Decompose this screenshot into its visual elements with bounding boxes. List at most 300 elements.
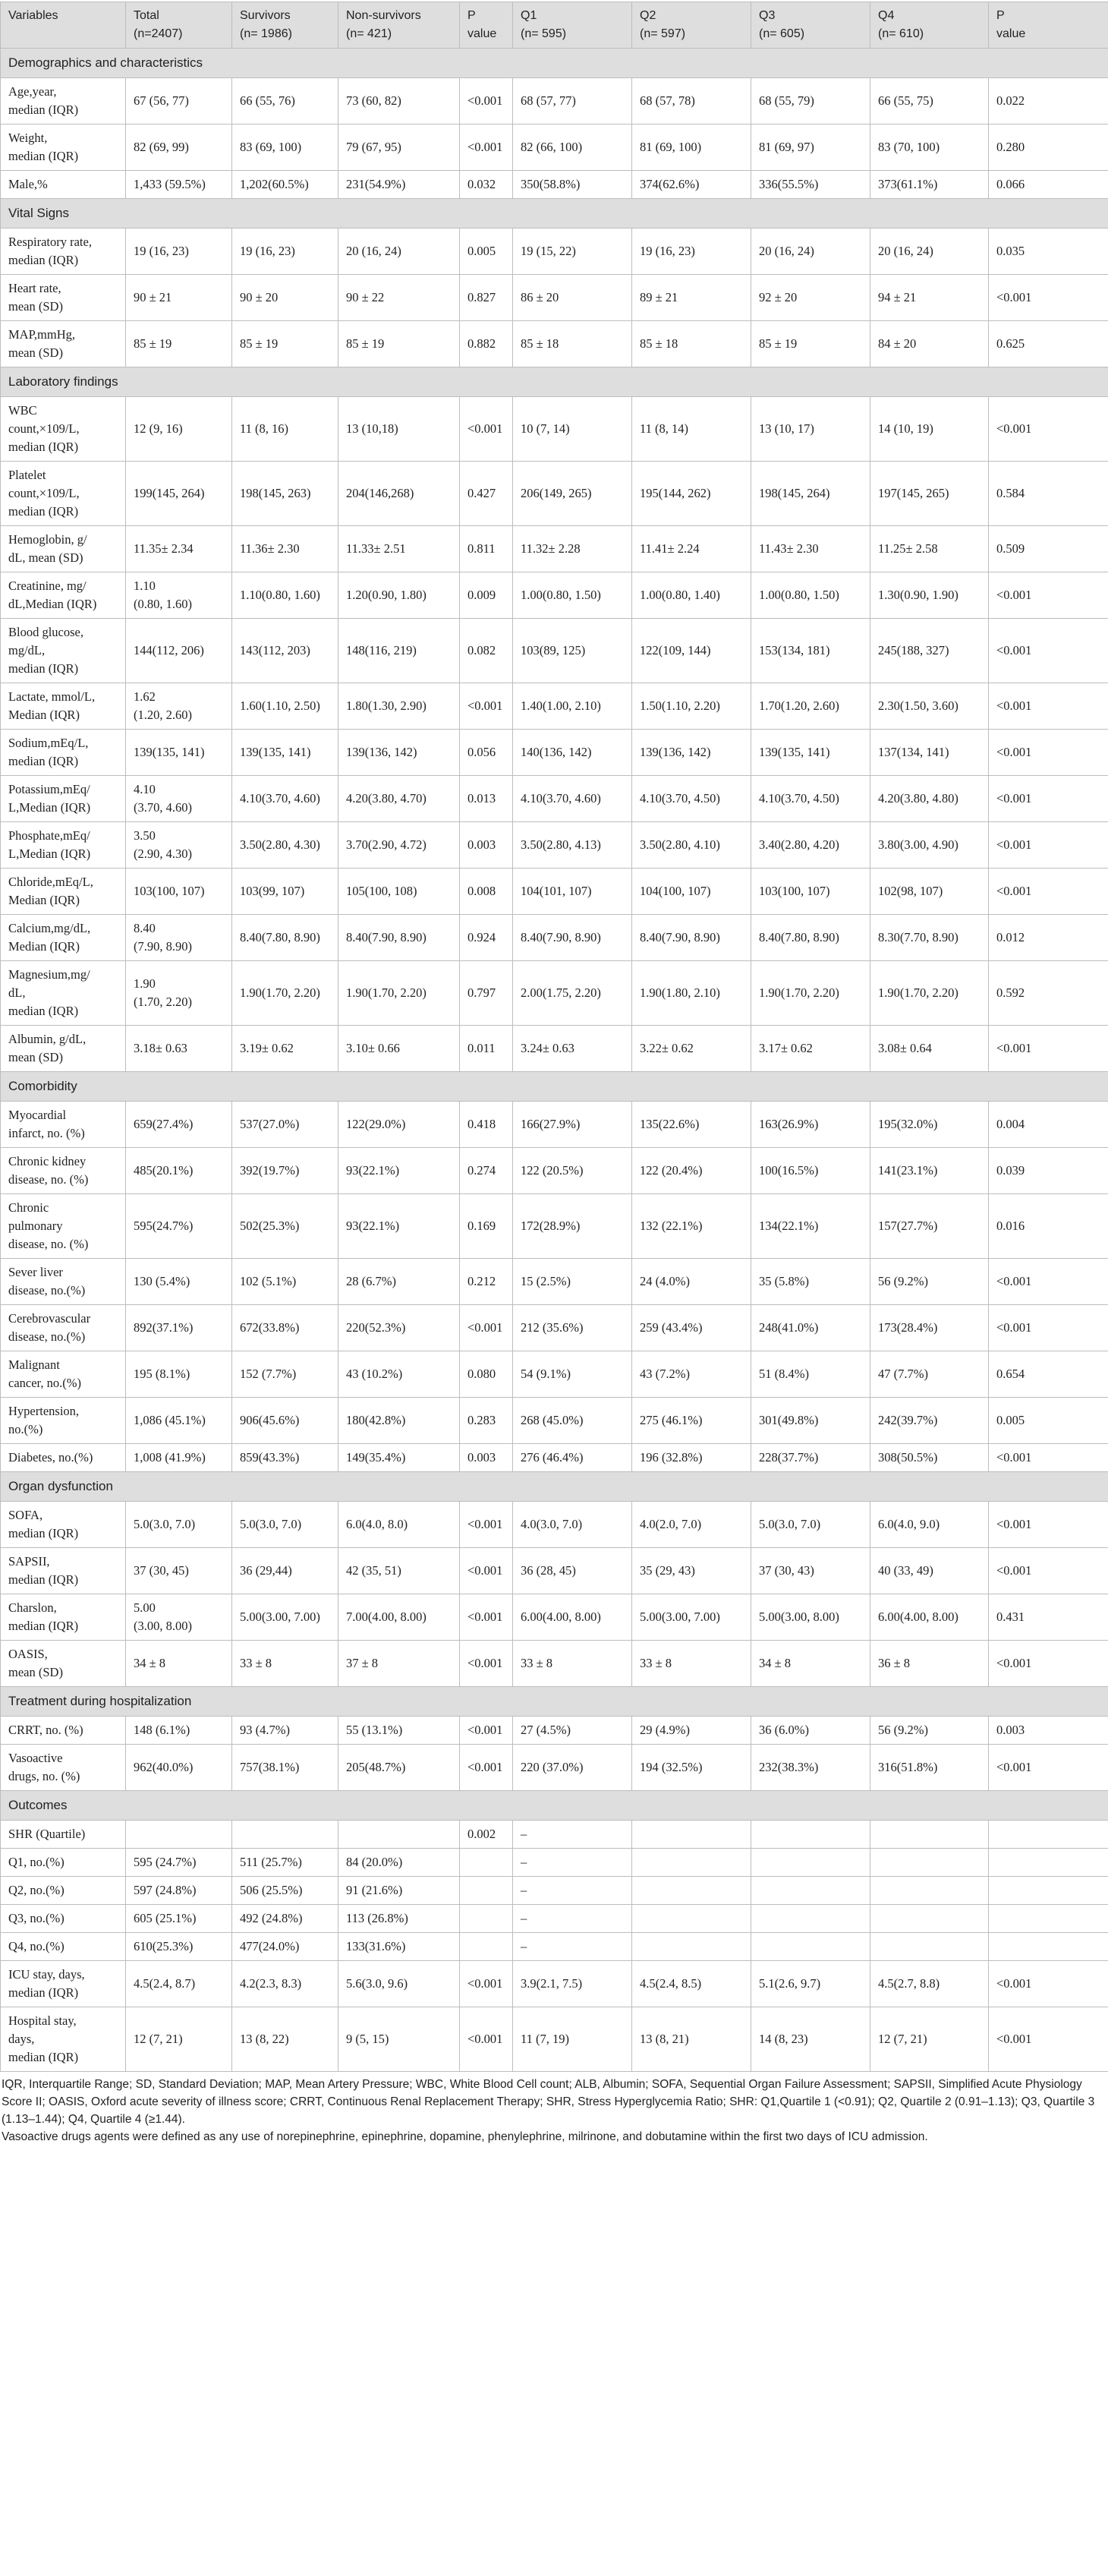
table-cell: 20 (16, 24) xyxy=(338,229,460,275)
table-cell: 104(101, 107) xyxy=(513,869,632,915)
table-row xyxy=(1,1548,1108,1594)
column-header: Q3 (n= 605) xyxy=(751,2,870,49)
table-cell: 0.022 xyxy=(989,78,1108,125)
table-cell: 1,202(60.5%) xyxy=(232,171,338,199)
table-cell: <0.001 xyxy=(989,572,1108,619)
table-cell: 5.00(3.00, 8.00) xyxy=(751,1594,870,1641)
table-cell: 73 (60, 82) xyxy=(338,78,460,125)
table-cell: 4.0(2.0, 7.0) xyxy=(632,1502,751,1548)
table-cell xyxy=(870,1877,989,1905)
table-row xyxy=(1,1877,1108,1905)
table-cell: 36 ± 8 xyxy=(870,1641,989,1687)
table-cell: 308(50.5%) xyxy=(870,1444,989,1472)
table-row xyxy=(1,229,1108,275)
table-cell: 1,433 (59.5%) xyxy=(126,171,232,199)
table-cell: 15 (2.5%) xyxy=(513,1259,632,1305)
table-cell: 4.5(2.7, 8.8) xyxy=(870,1961,989,2007)
table-row xyxy=(1,171,1108,199)
table-cell: 4.20(3.80, 4.80) xyxy=(870,776,989,822)
table-cell: 13 (10, 17) xyxy=(751,397,870,462)
table-cell: <0.001 xyxy=(460,1305,513,1351)
table-cell: 143(112, 203) xyxy=(232,619,338,683)
table-row xyxy=(1,1194,1108,1259)
table-cell xyxy=(870,1849,989,1877)
table-header xyxy=(1,2,1108,49)
table-cell xyxy=(989,1905,1108,1933)
column-header: Variables xyxy=(1,2,126,49)
table-cell: 14 (10, 19) xyxy=(870,397,989,462)
table-cell: 5.0(3.0, 7.0) xyxy=(126,1502,232,1548)
row-label: Age,year, median (IQR) xyxy=(1,78,126,125)
table-cell: 0.418 xyxy=(460,1102,513,1148)
table-cell: 859(43.3%) xyxy=(232,1444,338,1472)
table-cell: 1.00(0.80, 1.50) xyxy=(751,572,870,619)
table-cell: 5.00(3.00, 7.00) xyxy=(632,1594,751,1641)
table-cell: 12 (7, 21) xyxy=(870,2007,989,2072)
table-cell: 105(100, 108) xyxy=(338,869,460,915)
table-cell: 212 (35.6%) xyxy=(513,1305,632,1351)
table-cell: 12 (9, 16) xyxy=(126,397,232,462)
table-cell: 11 (7, 19) xyxy=(513,2007,632,2072)
table-cell: <0.001 xyxy=(989,1444,1108,1472)
row-label: Malignant cancer, no.(%) xyxy=(1,1351,126,1398)
table-cell: 141(23.1%) xyxy=(870,1148,989,1194)
row-label: Hemoglobin, g/ dL, mean (SD) xyxy=(1,526,126,572)
table-row xyxy=(1,2007,1108,2072)
table-cell: 4.5(2.4, 8.5) xyxy=(632,1961,751,2007)
table-cell: 43 (7.2%) xyxy=(632,1351,751,1398)
table-cell: <0.001 xyxy=(989,619,1108,683)
table-cell: 248(41.0%) xyxy=(751,1305,870,1351)
section-header-row xyxy=(1,1072,1108,1102)
table-body xyxy=(1,49,1108,2072)
table-cell: 122 (20.5%) xyxy=(513,1148,632,1194)
table-cell: 94 ± 21 xyxy=(870,275,989,321)
table-cell: 195(144, 262) xyxy=(632,462,751,526)
table-cell: 196 (32.8%) xyxy=(632,1444,751,1472)
table-cell: 91 (21.6%) xyxy=(338,1877,460,1905)
table-cell: 104(100, 107) xyxy=(632,869,751,915)
table-cell: 66 (55, 76) xyxy=(232,78,338,125)
row-label: Chloride,mEq/L, Median (IQR) xyxy=(1,869,126,915)
table-cell: 595(24.7%) xyxy=(126,1194,232,1259)
table-row xyxy=(1,1961,1108,2007)
table-cell: 506 (25.5%) xyxy=(232,1877,338,1905)
table-cell: 0.169 xyxy=(460,1194,513,1259)
table-cell: 0.005 xyxy=(460,229,513,275)
table-cell: – xyxy=(513,1821,632,1849)
table-cell: 47 (7.7%) xyxy=(870,1351,989,1398)
row-label: Weight, median (IQR) xyxy=(1,125,126,171)
column-header: Q4 (n= 610) xyxy=(870,2,989,49)
row-label: Myocardial infarct, no. (%) xyxy=(1,1102,126,1148)
table-cell xyxy=(751,1933,870,1961)
table-cell: 0.654 xyxy=(989,1351,1108,1398)
table-cell: 6.00(4.00, 8.00) xyxy=(513,1594,632,1641)
table-cell: 37 (30, 43) xyxy=(751,1548,870,1594)
table-cell: 3.17± 0.62 xyxy=(751,1026,870,1072)
table-cell: 3.50(2.80, 4.30) xyxy=(232,822,338,869)
table-cell: 8.30(7.70, 8.90) xyxy=(870,915,989,961)
table-cell: 103(89, 125) xyxy=(513,619,632,683)
table-cell: 135(22.6%) xyxy=(632,1102,751,1148)
table-cell xyxy=(338,1821,460,1849)
table-cell: 180(42.8%) xyxy=(338,1398,460,1444)
table-cell: 1.10(0.80, 1.60) xyxy=(232,572,338,619)
header-row xyxy=(1,2,1108,49)
table-row xyxy=(1,1933,1108,1961)
table-cell: <0.001 xyxy=(989,822,1108,869)
table-cell: 0.011 xyxy=(460,1026,513,1072)
table-row xyxy=(1,397,1108,462)
table-cell: 7.00(4.00, 8.00) xyxy=(338,1594,460,1641)
table-cell: 153(134, 181) xyxy=(751,619,870,683)
table-cell: 51 (8.4%) xyxy=(751,1351,870,1398)
table-cell: 11 (8, 16) xyxy=(232,397,338,462)
row-label: Magnesium,mg/ dL, median (IQR) xyxy=(1,961,126,1026)
table-cell: <0.001 xyxy=(460,1717,513,1745)
table-cell: 90 ± 22 xyxy=(338,275,460,321)
row-label: Diabetes, no.(%) xyxy=(1,1444,126,1472)
table-cell: 28 (6.7%) xyxy=(338,1259,460,1305)
table-cell: 13 (8, 21) xyxy=(632,2007,751,2072)
table-cell: 2.30(1.50, 3.60) xyxy=(870,683,989,730)
table-cell: 232(38.3%) xyxy=(751,1745,870,1791)
table-cell: 139(135, 141) xyxy=(126,730,232,776)
table-cell: 133(31.6%) xyxy=(338,1933,460,1961)
table-cell: 100(16.5%) xyxy=(751,1148,870,1194)
table-cell: 1.50(1.10, 2.20) xyxy=(632,683,751,730)
table-cell: 0.003 xyxy=(460,822,513,869)
table-cell: 82 (69, 99) xyxy=(126,125,232,171)
row-label: Hypertension, no.(%) xyxy=(1,1398,126,1444)
table-cell: 1,086 (45.1%) xyxy=(126,1398,232,1444)
table-cell: 4.5(2.4, 8.7) xyxy=(126,1961,232,2007)
baseline-characteristics-table xyxy=(0,2,1108,2072)
table-cell: <0.001 xyxy=(460,1961,513,2007)
table-cell: 1.10 (0.80, 1.60) xyxy=(126,572,232,619)
table-cell: 134(22.1%) xyxy=(751,1194,870,1259)
table-cell: 10 (7, 14) xyxy=(513,397,632,462)
table-cell: – xyxy=(513,1933,632,1961)
table-cell: 4.20(3.80, 4.70) xyxy=(338,776,460,822)
table-cell: 68 (57, 78) xyxy=(632,78,751,125)
table-cell: <0.001 xyxy=(989,275,1108,321)
table-cell: 20 (16, 24) xyxy=(751,229,870,275)
table-cell: 276 (46.4%) xyxy=(513,1444,632,1472)
table-cell: <0.001 xyxy=(460,78,513,125)
table-cell: 205(48.7%) xyxy=(338,1745,460,1791)
table-cell: 5.6(3.0, 9.6) xyxy=(338,1961,460,2007)
row-label: Lactate, mmol/L, Median (IQR) xyxy=(1,683,126,730)
table-cell xyxy=(632,1821,751,1849)
table-cell: – xyxy=(513,1849,632,1877)
table-cell: 35 (5.8%) xyxy=(751,1259,870,1305)
table-cell: 485(20.1%) xyxy=(126,1148,232,1194)
table-row xyxy=(1,1398,1108,1444)
table-row xyxy=(1,915,1108,961)
table-cell: 79 (67, 95) xyxy=(338,125,460,171)
table-cell: 85 ± 18 xyxy=(632,321,751,367)
table-cell xyxy=(870,1933,989,1961)
row-label: Male,% xyxy=(1,171,126,199)
table-cell: 8.40 (7.90, 8.90) xyxy=(126,915,232,961)
table-cell: 0.004 xyxy=(989,1102,1108,1148)
table-cell: <0.001 xyxy=(460,2007,513,2072)
table-cell: 33 ± 8 xyxy=(513,1641,632,1687)
table-cell xyxy=(460,1905,513,1933)
table-cell: <0.001 xyxy=(989,1026,1108,1072)
table-cell: 37 ± 8 xyxy=(338,1641,460,1687)
table-cell: 130 (5.4%) xyxy=(126,1259,232,1305)
table-cell: 11.43± 2.30 xyxy=(751,526,870,572)
section-title: Vital Signs xyxy=(1,199,1108,229)
table-cell: 122 (20.4%) xyxy=(632,1148,751,1194)
table-cell: 81 (69, 97) xyxy=(751,125,870,171)
table-cell: 0.080 xyxy=(460,1351,513,1398)
table-cell: 173(28.4%) xyxy=(870,1305,989,1351)
table-cell: 1.90(1.70, 2.20) xyxy=(870,961,989,1026)
table-cell: <0.001 xyxy=(989,1305,1108,1351)
table-cell: 511 (25.7%) xyxy=(232,1849,338,1877)
table-cell: <0.001 xyxy=(460,397,513,462)
table-cell: 204(146,268) xyxy=(338,462,460,526)
column-header: P value xyxy=(460,2,513,49)
table-cell: 85 ± 19 xyxy=(232,321,338,367)
table-cell: 67 (56, 77) xyxy=(126,78,232,125)
table-cell: 8.40(7.90, 8.90) xyxy=(338,915,460,961)
table-cell: 166(27.9%) xyxy=(513,1102,632,1148)
table-cell: 1.90(1.80, 2.10) xyxy=(632,961,751,1026)
table-cell: <0.001 xyxy=(460,1548,513,1594)
table-cell xyxy=(751,1849,870,1877)
table-cell: 0.002 xyxy=(460,1821,513,1849)
table-cell: 19 (16, 23) xyxy=(126,229,232,275)
table-cell: 0.811 xyxy=(460,526,513,572)
table-row xyxy=(1,1502,1108,1548)
row-label: Creatinine, mg/ dL,Median (IQR) xyxy=(1,572,126,619)
table-cell: 86 ± 20 xyxy=(513,275,632,321)
table-cell xyxy=(870,1905,989,1933)
table-cell: 43 (10.2%) xyxy=(338,1351,460,1398)
table-cell: <0.001 xyxy=(989,1259,1108,1305)
table-cell xyxy=(126,1821,232,1849)
table-cell: 4.10(3.70, 4.60) xyxy=(232,776,338,822)
table-cell: 1.62 (1.20, 2.60) xyxy=(126,683,232,730)
table-cell: 93(22.1%) xyxy=(338,1194,460,1259)
table-cell xyxy=(870,1821,989,1849)
table-cell: 5.0(3.0, 7.0) xyxy=(232,1502,338,1548)
row-label: SHR (Quartile) xyxy=(1,1821,126,1849)
table-cell: 5.00 (3.00, 8.00) xyxy=(126,1594,232,1641)
table-cell: 11.33± 2.51 xyxy=(338,526,460,572)
table-cell: 3.9(2.1, 7.5) xyxy=(513,1961,632,2007)
table-cell: 11.35± 2.34 xyxy=(126,526,232,572)
table-row xyxy=(1,1026,1108,1072)
table-cell: 537(27.0%) xyxy=(232,1102,338,1148)
table-cell: 659(27.4%) xyxy=(126,1102,232,1148)
table-cell: 6.00(4.00, 8.00) xyxy=(870,1594,989,1641)
table-cell xyxy=(232,1821,338,1849)
table-cell: 92 ± 20 xyxy=(751,275,870,321)
row-label: Cerebrovascular disease, no.(%) xyxy=(1,1305,126,1351)
table-row xyxy=(1,1305,1108,1351)
row-label: Chronic pulmonary disease, no. (%) xyxy=(1,1194,126,1259)
table-cell: 85 ± 19 xyxy=(751,321,870,367)
table-cell: 56 (9.2%) xyxy=(870,1259,989,1305)
table-cell xyxy=(632,1905,751,1933)
table-cell: 3.50(2.80, 4.13) xyxy=(513,822,632,869)
table-cell: 3.50 (2.90, 4.30) xyxy=(126,822,232,869)
table-cell: 3.70(2.90, 4.72) xyxy=(338,822,460,869)
table-cell: 0.009 xyxy=(460,572,513,619)
row-label: Blood glucose, mg/dL, median (IQR) xyxy=(1,619,126,683)
row-label: CRRT, no. (%) xyxy=(1,1717,126,1745)
table-row xyxy=(1,683,1108,730)
table-cell: 85 ± 18 xyxy=(513,321,632,367)
table-cell: 139(136, 142) xyxy=(338,730,460,776)
table-cell: 0.882 xyxy=(460,321,513,367)
row-label: Sever liver disease, no.(%) xyxy=(1,1259,126,1305)
table-cell: 9 (5, 15) xyxy=(338,2007,460,2072)
table-cell xyxy=(989,1877,1108,1905)
section-title: Organ dysfunction xyxy=(1,1472,1108,1502)
table-cell: 962(40.0%) xyxy=(126,1745,232,1791)
table-cell: 0.003 xyxy=(989,1717,1108,1745)
table-cell: 0.431 xyxy=(989,1594,1108,1641)
table-cell: 5.00(3.00, 7.00) xyxy=(232,1594,338,1641)
table-cell: 0.427 xyxy=(460,462,513,526)
table-cell: 139(135, 141) xyxy=(751,730,870,776)
table-cell: 597 (24.8%) xyxy=(126,1877,232,1905)
row-label: Sodium,mEq/L, median (IQR) xyxy=(1,730,126,776)
table-row xyxy=(1,776,1108,822)
row-label: Heart rate, mean (SD) xyxy=(1,275,126,321)
table-cell: 4.10(3.70, 4.60) xyxy=(513,776,632,822)
table-cell xyxy=(989,1849,1108,1877)
table-cell: 24 (4.0%) xyxy=(632,1259,751,1305)
table-cell: 0.016 xyxy=(989,1194,1108,1259)
table-cell: 2.00(1.75, 2.20) xyxy=(513,961,632,1026)
table-cell: <0.001 xyxy=(989,1548,1108,1594)
table-row xyxy=(1,462,1108,526)
table-cell: 122(29.0%) xyxy=(338,1102,460,1148)
table-cell: <0.001 xyxy=(989,2007,1108,2072)
table-cell: 1.20(0.90, 1.80) xyxy=(338,572,460,619)
table-cell: 5.1(2.6, 9.7) xyxy=(751,1961,870,2007)
table-cell: 34 ± 8 xyxy=(126,1641,232,1687)
table-cell: 11.41± 2.24 xyxy=(632,526,751,572)
row-label: Chronic kidney disease, no. (%) xyxy=(1,1148,126,1194)
column-header: Non-survivors (n= 421) xyxy=(338,2,460,49)
row-label: Q1, no.(%) xyxy=(1,1849,126,1877)
row-label: Q3, no.(%) xyxy=(1,1905,126,1933)
column-header: Q2 (n= 597) xyxy=(632,2,751,49)
table-cell: 0.584 xyxy=(989,462,1108,526)
table-cell: 0.003 xyxy=(460,1444,513,1472)
table-cell xyxy=(632,1849,751,1877)
table-cell: 11 (8, 14) xyxy=(632,397,751,462)
table-cell: 8.40(7.80, 8.90) xyxy=(751,915,870,961)
table-row xyxy=(1,1102,1108,1148)
table-row xyxy=(1,125,1108,171)
row-label: WBC count,×109/L, median (IQR) xyxy=(1,397,126,462)
table-cell: 0.005 xyxy=(989,1398,1108,1444)
column-header: Survivors (n= 1986) xyxy=(232,2,338,49)
table-cell: 3.40(2.80, 4.20) xyxy=(751,822,870,869)
row-label: MAP,mmHg, mean (SD) xyxy=(1,321,126,367)
table-row xyxy=(1,526,1108,572)
table-cell: 3.80(3.00, 4.90) xyxy=(870,822,989,869)
row-label: Respiratory rate, median (IQR) xyxy=(1,229,126,275)
table-cell: 93(22.1%) xyxy=(338,1148,460,1194)
table-cell: 8.40(7.80, 8.90) xyxy=(232,915,338,961)
table-cell: 0.035 xyxy=(989,229,1108,275)
table-cell: <0.001 xyxy=(989,730,1108,776)
table-cell: <0.001 xyxy=(989,683,1108,730)
section-header-row xyxy=(1,367,1108,397)
table-cell: 4.10(3.70, 4.50) xyxy=(632,776,751,822)
table-cell: 102(98, 107) xyxy=(870,869,989,915)
table-cell: 19 (16, 23) xyxy=(632,229,751,275)
table-cell: 373(61.1%) xyxy=(870,171,989,199)
table-cell: 242(39.7%) xyxy=(870,1398,989,1444)
table-cell: 0.066 xyxy=(989,171,1108,199)
table-cell: 36 (28, 45) xyxy=(513,1548,632,1594)
table-cell: 1.00(0.80, 1.40) xyxy=(632,572,751,619)
table-cell: <0.001 xyxy=(989,1745,1108,1791)
table-cell: 13 (10,18) xyxy=(338,397,460,462)
table-cell: 132 (22.1%) xyxy=(632,1194,751,1259)
table-cell: 29 (4.9%) xyxy=(632,1717,751,1745)
table-cell: 0.013 xyxy=(460,776,513,822)
table-cell: 301(49.8%) xyxy=(751,1398,870,1444)
table-row xyxy=(1,961,1108,1026)
table-cell: 350(58.8%) xyxy=(513,171,632,199)
section-title: Outcomes xyxy=(1,1791,1108,1821)
table-cell: 8.40(7.90, 8.90) xyxy=(632,915,751,961)
table-cell: 157(27.7%) xyxy=(870,1194,989,1259)
table-cell: 66 (55, 75) xyxy=(870,78,989,125)
table-cell: 90 ± 20 xyxy=(232,275,338,321)
table-cell xyxy=(751,1877,870,1905)
table-cell: 103(100, 107) xyxy=(751,869,870,915)
table-row xyxy=(1,1351,1108,1398)
table-cell: 1.30(0.90, 1.90) xyxy=(870,572,989,619)
table-cell: 148(116, 219) xyxy=(338,619,460,683)
table-cell: 54 (9.1%) xyxy=(513,1351,632,1398)
table-cell: 37 (30, 45) xyxy=(126,1548,232,1594)
table-cell: 194 (32.5%) xyxy=(632,1745,751,1791)
table-cell: 0.056 xyxy=(460,730,513,776)
table-cell: 477(24.0%) xyxy=(232,1933,338,1961)
table-row xyxy=(1,78,1108,125)
table-cell: <0.001 xyxy=(989,1641,1108,1687)
table-cell: 11.25± 2.58 xyxy=(870,526,989,572)
table-cell: 68 (55, 79) xyxy=(751,78,870,125)
table-cell: 4.0(3.0, 7.0) xyxy=(513,1502,632,1548)
table-cell: 0.592 xyxy=(989,961,1108,1026)
row-label: Potassium,mEq/ L,Median (IQR) xyxy=(1,776,126,822)
table-cell: 4.10 (3.70, 4.60) xyxy=(126,776,232,822)
section-title: Demographics and characteristics xyxy=(1,49,1108,78)
table-cell: 220(52.3%) xyxy=(338,1305,460,1351)
table-cell: 1.80(1.30, 2.90) xyxy=(338,683,460,730)
table-cell xyxy=(460,1849,513,1877)
table-row xyxy=(1,275,1108,321)
table-cell: 36 (6.0%) xyxy=(751,1717,870,1745)
row-label: Calcium,mg/dL, Median (IQR) xyxy=(1,915,126,961)
